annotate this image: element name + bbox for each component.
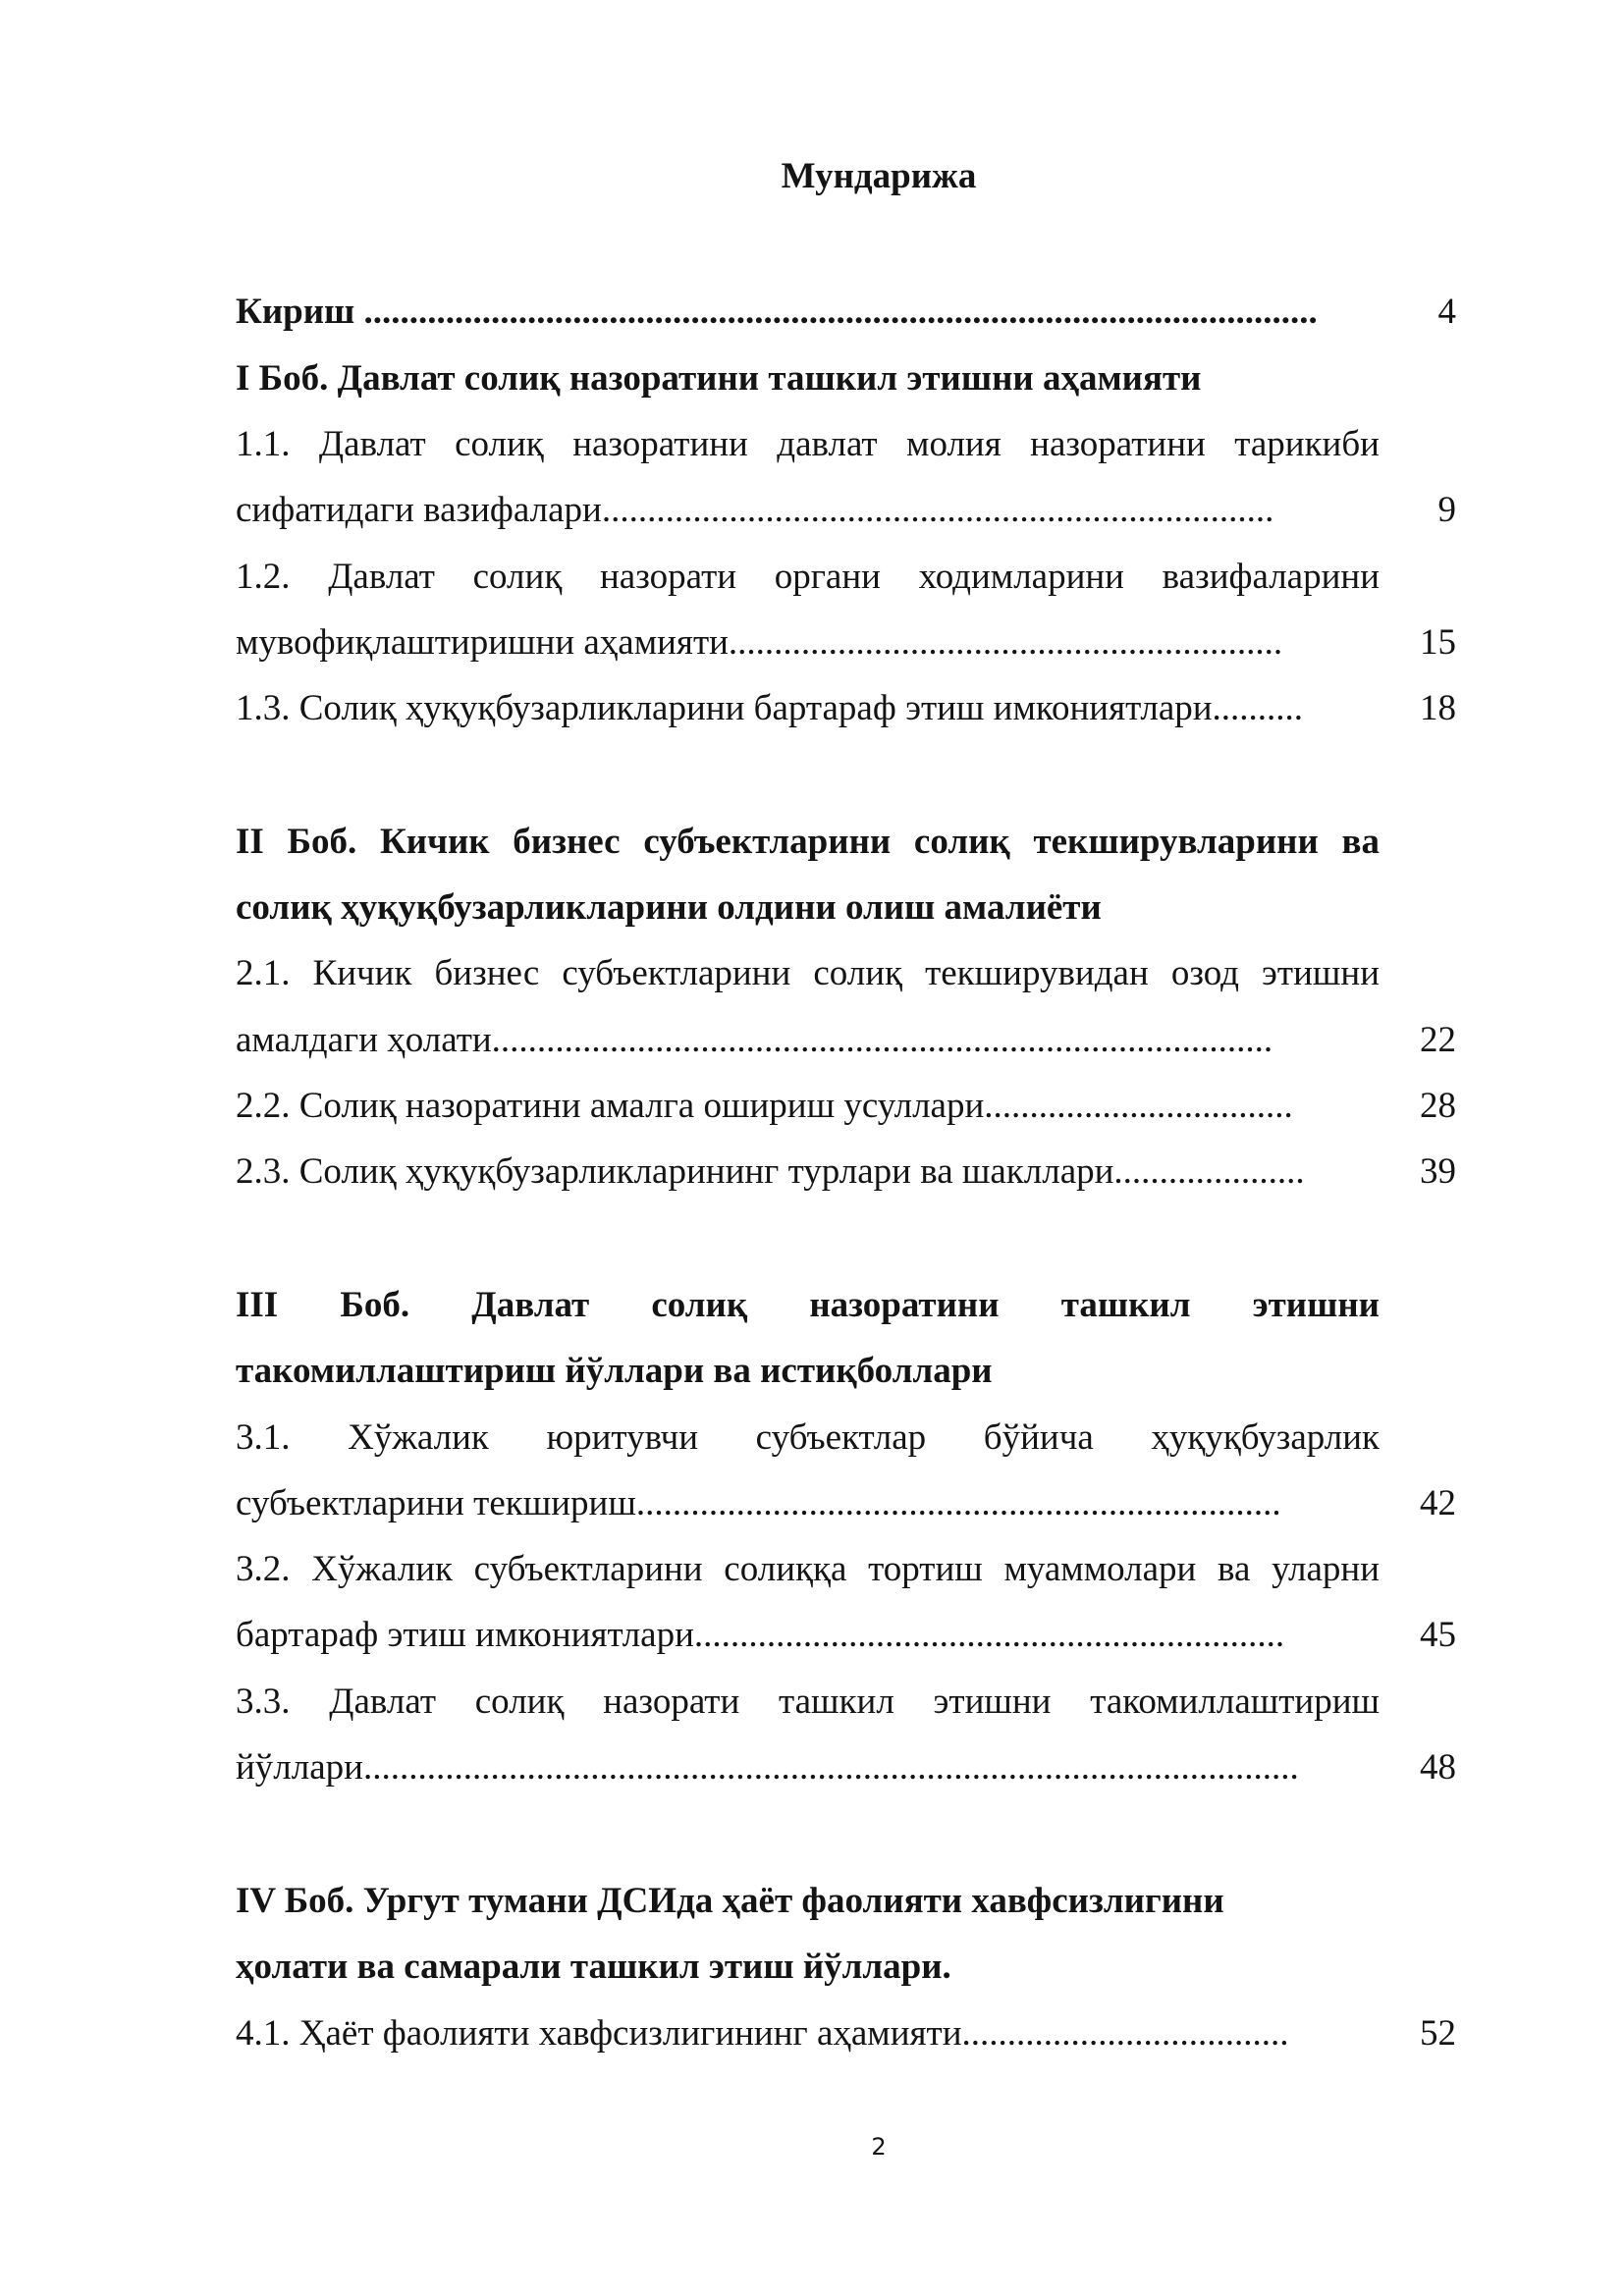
toc-entry: мувофиқлаштиришни аҳамияти.............................................................	[236, 622, 1283, 663]
page-number: 2	[871, 2133, 887, 2161]
toc-entry: IV Боб. Ургут тумани ДСИда ҳаёт фаолияти хавфсизлигини	[236, 1881, 1224, 1921]
toc-entry: ҳолати ва самарали ташкил этиш йўллари.	[236, 1947, 951, 1987]
toc-page-number: 28	[1420, 1086, 1456, 1126]
toc-page-number: 48	[1420, 1747, 1456, 1788]
toc-entry: III Боб. Давлат солиқ назоратини ташкил этишни	[236, 1285, 1380, 1325]
toc-entry: такомиллаштириш йўллари ва истиқболлари	[236, 1351, 993, 1391]
toc-entry: амалдаги ҳолати......................................................................................	[236, 1020, 1273, 1060]
toc-entry: 3.1. Хўжалик юритувчи субъектлар бўйича ҳуқуқбузарлик	[236, 1417, 1380, 1458]
toc-entry: 3.3. Давлат солиқ назорати ташкил этишни такомиллаштириш	[236, 1682, 1380, 1722]
toc-entry: 1.1. Давлат солиқ назоратини давлат молия назоратини тарикиби	[236, 424, 1380, 464]
toc-entry: субъектларини текшириш.......................................................................	[236, 1483, 1281, 1523]
toc-page-number: 39	[1420, 1151, 1456, 1192]
toc-page-number: 4	[1437, 292, 1456, 332]
toc-page-number: 45	[1420, 1615, 1456, 1655]
toc-page-number: 22	[1420, 1020, 1456, 1060]
toc-page-number: 52	[1420, 2013, 1456, 2054]
toc-entry: 2.2. Солиқ назоратини амалга ошириш усуллари..................................	[236, 1086, 1293, 1126]
toc-entry: бартараф этиш имкониятлари.................................................................	[236, 1615, 1285, 1655]
toc-entry: йўллари.......................................................................................................	[236, 1747, 1299, 1788]
toc-page-number: 42	[1420, 1483, 1456, 1523]
toc-entry: 1.3. Солиқ ҳуқуқбузарликларини бартараф этиш имкониятлари..........	[236, 688, 1304, 728]
toc-entry: Кириш .........................................................................................................	[236, 292, 1318, 332]
toc-entry: сифатидаги вазифалари..........................................................................	[236, 490, 1274, 530]
toc-page-number: 9	[1437, 490, 1456, 530]
toc-entry: 1.2. Давлат солиқ назорати органи ходимларини вазифаларини	[236, 557, 1380, 597]
toc-entry: 4.1. Ҳаёт фаолияти хавфсизлигининг аҳамияти....................................	[236, 2013, 1289, 2054]
toc-entry: 2.1. Кичик бизнес субъектларини солиқ текширувидан озод этишни	[236, 953, 1380, 993]
toc-page-number: 15	[1420, 622, 1456, 663]
page-title: Мундарижа	[781, 156, 977, 196]
toc-entry: 3.2. Хўжалик субъектларини солиққа тортиш муаммолари ва уларни	[236, 1549, 1380, 1589]
toc-entry: 2.3. Солиқ ҳуқуқбузарликларининг турлари ва шакллари.....................	[236, 1151, 1305, 1192]
toc-entry: II Боб. Кичик бизнес субъектларини солиқ текширувларини ва	[236, 822, 1380, 862]
toc-entry: солиқ ҳуқуқбузарликларини олдини олиш амалиёти	[236, 887, 1102, 928]
toc-page-number: 18	[1420, 688, 1456, 728]
toc-entry: I Боб. Давлат солиқ назоратини ташкил этишни аҳамияти	[236, 358, 1202, 399]
